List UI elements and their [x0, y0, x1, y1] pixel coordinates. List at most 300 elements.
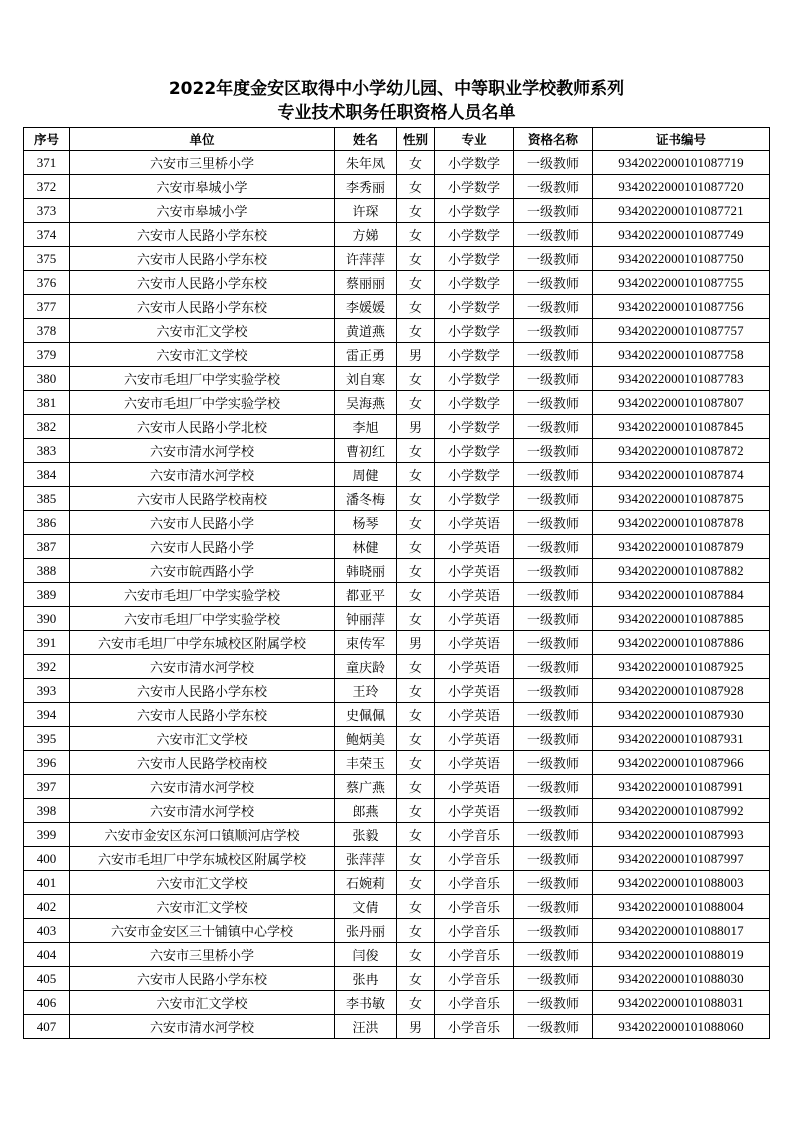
cell-unit: 六安市人民路小学东校	[70, 295, 335, 319]
cell-subject: 小学英语	[435, 655, 514, 679]
cell-certificate: 9342022000101087879	[593, 535, 770, 559]
table-row	[24, 823, 770, 847]
cell-name: 童庆龄	[335, 655, 397, 679]
cell-unit: 六安市汇文学校	[70, 343, 335, 367]
cell-certificate: 9342022000101087878	[593, 511, 770, 535]
cell-gender: 女	[397, 511, 435, 535]
cell-subject: 小学音乐	[435, 991, 514, 1015]
cell-certificate: 9342022000101087845	[593, 415, 770, 439]
cell-name: 李秀丽	[335, 175, 397, 199]
cell-subject: 小学音乐	[435, 871, 514, 895]
table-row	[24, 1015, 770, 1039]
cell-certificate: 9342022000101087928	[593, 679, 770, 703]
cell-no: 391	[24, 631, 70, 655]
table-row	[24, 967, 770, 991]
cell-no: 374	[24, 223, 70, 247]
cell-gender: 女	[397, 247, 435, 271]
table-row	[24, 919, 770, 943]
cell-gender: 女	[397, 391, 435, 415]
cell-name: 张毅	[335, 823, 397, 847]
cell-unit: 六安市人民路小学东校	[70, 679, 335, 703]
cell-name: 方娣	[335, 223, 397, 247]
cell-certificate: 9342022000101087783	[593, 367, 770, 391]
cell-gender: 女	[397, 559, 435, 583]
cell-no: 385	[24, 487, 70, 511]
cell-subject: 小学英语	[435, 679, 514, 703]
cell-no: 397	[24, 775, 70, 799]
cell-name: 许萍萍	[335, 247, 397, 271]
cell-qualification: 一级教师	[514, 871, 593, 895]
cell-name: 林健	[335, 535, 397, 559]
cell-unit: 六安市毛坦厂中学实验学校	[70, 607, 335, 631]
cell-qualification: 一级教师	[514, 535, 593, 559]
cell-certificate: 9342022000101088031	[593, 991, 770, 1015]
cell-qualification: 一级教师	[514, 943, 593, 967]
cell-name: 鲍炳美	[335, 727, 397, 751]
cell-no: 399	[24, 823, 70, 847]
cell-certificate: 9342022000101087757	[593, 319, 770, 343]
header-no: 序号	[24, 128, 70, 151]
cell-unit: 六安市人民路小学东校	[70, 703, 335, 727]
cell-unit: 六安市毛坦厂中学实验学校	[70, 391, 335, 415]
cell-certificate: 9342022000101087886	[593, 631, 770, 655]
cell-certificate: 9342022000101087925	[593, 655, 770, 679]
cell-name: 刘自寒	[335, 367, 397, 391]
cell-certificate: 9342022000101087884	[593, 583, 770, 607]
cell-name: 杨琴	[335, 511, 397, 535]
table-row	[24, 223, 770, 247]
cell-no: 384	[24, 463, 70, 487]
cell-qualification: 一级教师	[514, 415, 593, 439]
table-row	[24, 535, 770, 559]
cell-gender: 女	[397, 919, 435, 943]
cell-subject: 小学数学	[435, 223, 514, 247]
cell-subject: 小学数学	[435, 151, 514, 175]
cell-gender: 女	[397, 175, 435, 199]
cell-gender: 女	[397, 463, 435, 487]
cell-no: 372	[24, 175, 70, 199]
cell-qualification: 一级教师	[514, 655, 593, 679]
cell-gender: 女	[397, 271, 435, 295]
cell-subject: 小学数学	[435, 367, 514, 391]
cell-certificate: 9342022000101088017	[593, 919, 770, 943]
cell-subject: 小学音乐	[435, 823, 514, 847]
cell-no: 383	[24, 439, 70, 463]
cell-unit: 六安市人民路小学东校	[70, 223, 335, 247]
cell-name: 闫俊	[335, 943, 397, 967]
cell-certificate: 9342022000101087750	[593, 247, 770, 271]
table-row	[24, 439, 770, 463]
cell-no: 390	[24, 607, 70, 631]
cell-qualification: 一级教师	[514, 175, 593, 199]
cell-subject: 小学英语	[435, 511, 514, 535]
cell-no: 378	[24, 319, 70, 343]
cell-qualification: 一级教师	[514, 679, 593, 703]
cell-certificate: 9342022000101087721	[593, 199, 770, 223]
table-row	[24, 895, 770, 919]
table-row	[24, 775, 770, 799]
cell-name: 李书敏	[335, 991, 397, 1015]
cell-subject: 小学英语	[435, 631, 514, 655]
cell-unit: 六安市毛坦厂中学实验学校	[70, 367, 335, 391]
cell-qualification: 一级教师	[514, 727, 593, 751]
cell-certificate: 9342022000101087874	[593, 463, 770, 487]
cell-certificate: 9342022000101087872	[593, 439, 770, 463]
cell-subject: 小学数学	[435, 271, 514, 295]
cell-qualification: 一级教师	[514, 559, 593, 583]
header-unit: 单位	[70, 128, 335, 151]
cell-name: 李旭	[335, 415, 397, 439]
cell-name: 郎燕	[335, 799, 397, 823]
cell-gender: 女	[397, 991, 435, 1015]
cell-no: 400	[24, 847, 70, 871]
table-body	[24, 151, 770, 1039]
table-row	[24, 751, 770, 775]
cell-subject: 小学数学	[435, 487, 514, 511]
cell-gender: 女	[397, 655, 435, 679]
cell-certificate: 9342022000101087993	[593, 823, 770, 847]
cell-gender: 女	[397, 535, 435, 559]
cell-no: 389	[24, 583, 70, 607]
cell-certificate: 9342022000101087992	[593, 799, 770, 823]
cell-certificate: 9342022000101087882	[593, 559, 770, 583]
cell-subject: 小学数学	[435, 199, 514, 223]
table-row	[24, 343, 770, 367]
cell-subject: 小学音乐	[435, 943, 514, 967]
cell-unit: 六安市金安区三十铺镇中心学校	[70, 919, 335, 943]
table-row	[24, 367, 770, 391]
cell-gender: 男	[397, 1015, 435, 1039]
cell-gender: 女	[397, 679, 435, 703]
cell-certificate: 9342022000101088030	[593, 967, 770, 991]
table-row	[24, 871, 770, 895]
cell-qualification: 一级教师	[514, 1015, 593, 1039]
cell-gender: 女	[397, 967, 435, 991]
cell-certificate: 9342022000101088003	[593, 871, 770, 895]
header-subject: 专业	[435, 128, 514, 151]
cell-no: 407	[24, 1015, 70, 1039]
cell-certificate: 9342022000101088004	[593, 895, 770, 919]
cell-unit: 六安市人民路学校南校	[70, 487, 335, 511]
table-row	[24, 655, 770, 679]
cell-qualification: 一级教师	[514, 799, 593, 823]
table-row	[24, 199, 770, 223]
cell-certificate: 9342022000101087991	[593, 775, 770, 799]
cell-no: 398	[24, 799, 70, 823]
cell-unit: 六安市清水河学校	[70, 463, 335, 487]
cell-qualification: 一级教师	[514, 199, 593, 223]
cell-unit: 六安市毛坦厂中学东城校区附属学校	[70, 631, 335, 655]
cell-qualification: 一级教师	[514, 247, 593, 271]
header-name: 姓名	[335, 128, 397, 151]
cell-qualification: 一级教师	[514, 295, 593, 319]
cell-qualification: 一级教师	[514, 751, 593, 775]
roster-table	[23, 127, 770, 1039]
cell-unit: 六安市清水河学校	[70, 1015, 335, 1039]
cell-unit: 六安市皖西路小学	[70, 559, 335, 583]
table-row	[24, 991, 770, 1015]
cell-no: 386	[24, 511, 70, 535]
table-header-row	[24, 128, 770, 151]
cell-qualification: 一级教师	[514, 151, 593, 175]
cell-unit: 六安市汇文学校	[70, 871, 335, 895]
table-row	[24, 415, 770, 439]
cell-no: 375	[24, 247, 70, 271]
cell-unit: 六安市汇文学校	[70, 991, 335, 1015]
header-gender: 性别	[397, 128, 435, 151]
cell-unit: 六安市清水河学校	[70, 799, 335, 823]
cell-certificate: 9342022000101087875	[593, 487, 770, 511]
cell-name: 李媛媛	[335, 295, 397, 319]
cell-certificate: 9342022000101087931	[593, 727, 770, 751]
cell-subject: 小学数学	[435, 391, 514, 415]
cell-name: 史佩佩	[335, 703, 397, 727]
cell-unit: 六安市清水河学校	[70, 655, 335, 679]
cell-gender: 女	[397, 151, 435, 175]
cell-no: 395	[24, 727, 70, 751]
table-row	[24, 559, 770, 583]
cell-unit: 六安市汇文学校	[70, 895, 335, 919]
cell-no: 373	[24, 199, 70, 223]
cell-name: 朱年凤	[335, 151, 397, 175]
cell-name: 周健	[335, 463, 397, 487]
cell-gender: 女	[397, 367, 435, 391]
cell-qualification: 一级教师	[514, 511, 593, 535]
cell-name: 丰荣玉	[335, 751, 397, 775]
document-title-line1: 2022年度金安区取得中小学幼儿园、中等职业学校教师系列	[168, 79, 625, 99]
cell-qualification: 一级教师	[514, 991, 593, 1015]
cell-unit: 六安市人民路小学东校	[70, 247, 335, 271]
cell-name: 潘冬梅	[335, 487, 397, 511]
cell-qualification: 一级教师	[514, 223, 593, 247]
cell-no: 393	[24, 679, 70, 703]
cell-gender: 女	[397, 607, 435, 631]
cell-qualification: 一级教师	[514, 847, 593, 871]
cell-subject: 小学英语	[435, 703, 514, 727]
cell-name: 雷正勇	[335, 343, 397, 367]
cell-no: 377	[24, 295, 70, 319]
cell-name: 韩晓丽	[335, 559, 397, 583]
cell-gender: 女	[397, 487, 435, 511]
table-row	[24, 511, 770, 535]
cell-certificate: 9342022000101087966	[593, 751, 770, 775]
cell-name: 束传军	[335, 631, 397, 655]
table-row	[24, 319, 770, 343]
header-certificate: 证书编号	[593, 128, 770, 151]
header-qualification: 资格名称	[514, 128, 593, 151]
cell-certificate: 9342022000101087997	[593, 847, 770, 871]
cell-subject: 小学音乐	[435, 895, 514, 919]
cell-gender: 女	[397, 823, 435, 847]
cell-name: 文倩	[335, 895, 397, 919]
cell-no: 380	[24, 367, 70, 391]
cell-subject: 小学英语	[435, 535, 514, 559]
cell-unit: 六安市三里桥小学	[70, 151, 335, 175]
cell-qualification: 一级教师	[514, 343, 593, 367]
cell-unit: 六安市人民路小学东校	[70, 967, 335, 991]
cell-no: 379	[24, 343, 70, 367]
cell-qualification: 一级教师	[514, 967, 593, 991]
table-row	[24, 295, 770, 319]
cell-subject: 小学英语	[435, 607, 514, 631]
cell-gender: 男	[397, 415, 435, 439]
cell-no: 388	[24, 559, 70, 583]
table-row	[24, 271, 770, 295]
table-row	[24, 247, 770, 271]
cell-no: 394	[24, 703, 70, 727]
cell-no: 396	[24, 751, 70, 775]
table-row	[24, 583, 770, 607]
cell-subject: 小学数学	[435, 343, 514, 367]
table-row	[24, 943, 770, 967]
cell-unit: 六安市三里桥小学	[70, 943, 335, 967]
cell-name: 张萍萍	[335, 847, 397, 871]
cell-gender: 女	[397, 295, 435, 319]
cell-subject: 小学数学	[435, 463, 514, 487]
cell-subject: 小学音乐	[435, 919, 514, 943]
document-title-line2: 专业技术职务任职资格人员名单	[277, 103, 516, 123]
cell-no: 404	[24, 943, 70, 967]
cell-qualification: 一级教师	[514, 823, 593, 847]
cell-gender: 女	[397, 895, 435, 919]
cell-unit: 六安市汇文学校	[70, 727, 335, 751]
cell-unit: 六安市清水河学校	[70, 775, 335, 799]
table-row	[24, 679, 770, 703]
cell-no: 376	[24, 271, 70, 295]
cell-unit: 六安市毛坦厂中学东城校区附属学校	[70, 847, 335, 871]
cell-no: 403	[24, 919, 70, 943]
cell-qualification: 一级教师	[514, 583, 593, 607]
cell-certificate: 9342022000101087719	[593, 151, 770, 175]
cell-subject: 小学英语	[435, 727, 514, 751]
cell-unit: 六安市人民路小学	[70, 511, 335, 535]
cell-certificate: 9342022000101088060	[593, 1015, 770, 1039]
cell-certificate: 9342022000101087749	[593, 223, 770, 247]
cell-gender: 女	[397, 703, 435, 727]
cell-name: 张冉	[335, 967, 397, 991]
cell-gender: 女	[397, 799, 435, 823]
cell-qualification: 一级教师	[514, 319, 593, 343]
table-row	[24, 151, 770, 175]
cell-qualification: 一级教师	[514, 271, 593, 295]
cell-gender: 女	[397, 751, 435, 775]
table-row	[24, 847, 770, 871]
cell-qualification: 一级教师	[514, 607, 593, 631]
cell-unit: 六安市金安区东河口镇顺河店学校	[70, 823, 335, 847]
cell-unit: 六安市人民路学校南校	[70, 751, 335, 775]
cell-unit: 六安市人民路小学北校	[70, 415, 335, 439]
cell-certificate: 9342022000101087758	[593, 343, 770, 367]
cell-no: 381	[24, 391, 70, 415]
cell-subject: 小学英语	[435, 751, 514, 775]
cell-no: 405	[24, 967, 70, 991]
cell-no: 382	[24, 415, 70, 439]
cell-no: 387	[24, 535, 70, 559]
cell-name: 许琛	[335, 199, 397, 223]
cell-gender: 女	[397, 199, 435, 223]
cell-gender: 女	[397, 583, 435, 607]
cell-subject: 小学数学	[435, 295, 514, 319]
cell-qualification: 一级教师	[514, 367, 593, 391]
table-row	[24, 463, 770, 487]
cell-no: 406	[24, 991, 70, 1015]
cell-certificate: 9342022000101088019	[593, 943, 770, 967]
cell-unit: 六安市清水河学校	[70, 439, 335, 463]
cell-qualification: 一级教师	[514, 703, 593, 727]
cell-gender: 男	[397, 343, 435, 367]
table-row	[24, 391, 770, 415]
cell-qualification: 一级教师	[514, 775, 593, 799]
cell-subject: 小学音乐	[435, 847, 514, 871]
cell-qualification: 一级教师	[514, 919, 593, 943]
cell-subject: 小学英语	[435, 559, 514, 583]
cell-no: 371	[24, 151, 70, 175]
table-row	[24, 703, 770, 727]
cell-gender: 女	[397, 775, 435, 799]
cell-no: 392	[24, 655, 70, 679]
cell-name: 王玲	[335, 679, 397, 703]
cell-qualification: 一级教师	[514, 487, 593, 511]
cell-subject: 小学数学	[435, 415, 514, 439]
cell-name: 张丹丽	[335, 919, 397, 943]
cell-subject: 小学音乐	[435, 1015, 514, 1039]
cell-certificate: 9342022000101087756	[593, 295, 770, 319]
cell-gender: 女	[397, 223, 435, 247]
cell-certificate: 9342022000101087930	[593, 703, 770, 727]
cell-subject: 小学数学	[435, 175, 514, 199]
cell-gender: 女	[397, 439, 435, 463]
cell-subject: 小学数学	[435, 439, 514, 463]
cell-name: 钟丽萍	[335, 607, 397, 631]
cell-certificate: 9342022000101087885	[593, 607, 770, 631]
cell-certificate: 9342022000101087755	[593, 271, 770, 295]
table-row	[24, 607, 770, 631]
cell-subject: 小学数学	[435, 319, 514, 343]
cell-subject: 小学英语	[435, 799, 514, 823]
cell-gender: 女	[397, 319, 435, 343]
cell-qualification: 一级教师	[514, 463, 593, 487]
cell-qualification: 一级教师	[514, 895, 593, 919]
cell-name: 石婉莉	[335, 871, 397, 895]
table-row	[24, 487, 770, 511]
cell-unit: 六安市汇文学校	[70, 319, 335, 343]
cell-name: 汪洪	[335, 1015, 397, 1039]
cell-unit: 六安市皋城小学	[70, 175, 335, 199]
cell-gender: 女	[397, 871, 435, 895]
cell-unit: 六安市人民路小学	[70, 535, 335, 559]
table-row	[24, 175, 770, 199]
cell-no: 402	[24, 895, 70, 919]
cell-gender: 女	[397, 727, 435, 751]
cell-name: 吴海燕	[335, 391, 397, 415]
cell-subject: 小学音乐	[435, 967, 514, 991]
table-row	[24, 799, 770, 823]
cell-name: 黄道燕	[335, 319, 397, 343]
cell-gender: 女	[397, 847, 435, 871]
cell-unit: 六安市毛坦厂中学实验学校	[70, 583, 335, 607]
cell-subject: 小学英语	[435, 775, 514, 799]
cell-subject: 小学英语	[435, 583, 514, 607]
cell-name: 蔡广燕	[335, 775, 397, 799]
cell-gender: 男	[397, 631, 435, 655]
cell-name: 曹初红	[335, 439, 397, 463]
cell-certificate: 9342022000101087720	[593, 175, 770, 199]
cell-certificate: 9342022000101087807	[593, 391, 770, 415]
cell-qualification: 一级教师	[514, 439, 593, 463]
cell-qualification: 一级教师	[514, 631, 593, 655]
cell-unit: 六安市皋城小学	[70, 199, 335, 223]
cell-qualification: 一级教师	[514, 391, 593, 415]
